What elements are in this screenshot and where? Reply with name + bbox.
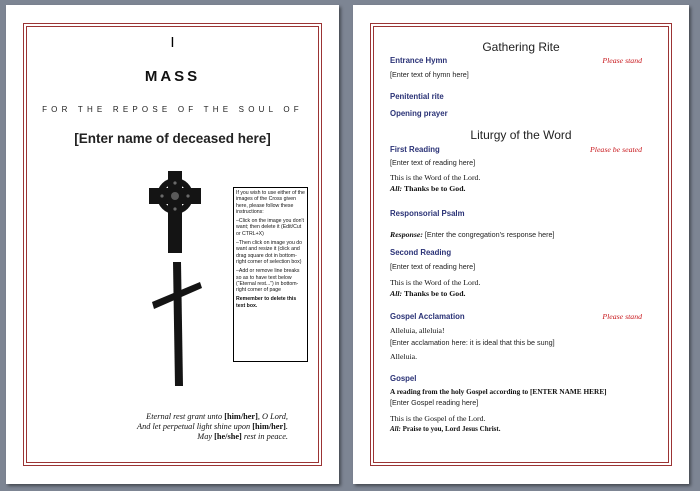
first-reading-placeholder[interactable]: [Enter text of reading here]: [390, 158, 476, 167]
response-thanks-1[interactable]: All: Thanks be to God.: [390, 184, 466, 193]
celtic-cross-icon[interactable]: [149, 171, 201, 253]
gospel-intro[interactable]: A reading from the holy Gospel according to [ENTER NAME HERE]: [390, 387, 607, 396]
second-reading-placeholder[interactable]: [Enter text of reading here]: [390, 262, 476, 271]
plain-cross-icon[interactable]: [152, 262, 202, 386]
epitaph-line-2: And let perpetual light shine upon [him/her].: [137, 422, 288, 431]
entrance-hymn-heading[interactable]: Entrance Hymn: [390, 56, 448, 65]
roman-numeral[interactable]: I: [170, 34, 175, 51]
repose-subtitle[interactable]: FOR THE REPOSE OF THE SOUL OF: [42, 105, 303, 114]
liturgy-of-the-word-title[interactable]: Liturgy of the Word: [470, 128, 572, 142]
left-page: [6, 5, 339, 484]
alleluia-2[interactable]: Alleluia.: [390, 352, 418, 361]
word-of-the-lord-2[interactable]: This is the Word of the Lord.: [390, 278, 481, 287]
response-thanks-2[interactable]: All: Thanks be to God.: [390, 289, 466, 298]
acclamation-placeholder[interactable]: [Enter acclamation here: it is ideal that this be sung]: [390, 338, 555, 347]
deceased-name-placeholder[interactable]: [Enter name of deceased here]: [74, 131, 271, 146]
please-stand-rubric: Please stand: [602, 56, 642, 65]
instructions-step-3: –Add or remove line breaks so as to have text below (“Eternal rest...”) in bottom-right corner of page: [236, 268, 300, 294]
alleluia-1[interactable]: Alleluia, alleluia!: [390, 326, 445, 335]
opening-prayer-heading[interactable]: Opening prayer: [390, 109, 448, 118]
responsorial-psalm-heading[interactable]: Responsorial Psalm: [390, 209, 465, 218]
gospel-of-the-lord[interactable]: This is the Gospel of the Lord.: [390, 414, 486, 423]
gospel-acclamation-heading[interactable]: Gospel Acclamation: [390, 312, 465, 321]
first-reading-heading[interactable]: First Reading: [390, 145, 440, 154]
right-page: [353, 5, 689, 484]
response-line[interactable]: Response: [Enter the congregation's response here]: [390, 230, 555, 239]
please-stand-rubric-2: Please stand: [602, 312, 642, 321]
epitaph-line-1: Eternal rest grant unto [him/her], O Lord,: [146, 412, 288, 421]
instructions-step-2: –Then click on image you do want and resize it (click and drag square dot in bottom-right corner of selection box): [236, 240, 303, 265]
gathering-rite-title[interactable]: Gathering Rite: [482, 40, 560, 54]
epitaph[interactable]: [66, 412, 288, 442]
epitaph-line-3: May [he/she] rest in peace.: [197, 432, 288, 441]
instructions-reminder: Remember to delete this text box.: [236, 296, 297, 309]
response-praise[interactable]: All: Praise to you, Lord Jesus Christ.: [390, 425, 501, 433]
gospel-placeholder[interactable]: [Enter Gospel reading here]: [390, 398, 479, 407]
hymn-placeholder[interactable]: [Enter text of hymn here]: [390, 70, 469, 79]
instructions-text-box[interactable]: [233, 187, 308, 362]
mass-title[interactable]: MASS: [144, 68, 201, 85]
instructions-step-1: –Click on the image you don't want; then delete it (Edit/Cut or CTRL+X): [236, 218, 304, 237]
penitential-rite-heading[interactable]: Penitential rite: [390, 92, 444, 101]
instructions-intro: If you wish to use either of the images of the Cross given here, please follow these instructions:: [236, 190, 305, 215]
please-be-seated-rubric: Please be seated: [590, 145, 642, 154]
gospel-heading[interactable]: Gospel: [390, 374, 417, 383]
second-reading-heading[interactable]: Second Reading: [390, 248, 452, 257]
word-of-the-lord-1[interactable]: This is the Word of the Lord.: [390, 173, 481, 182]
